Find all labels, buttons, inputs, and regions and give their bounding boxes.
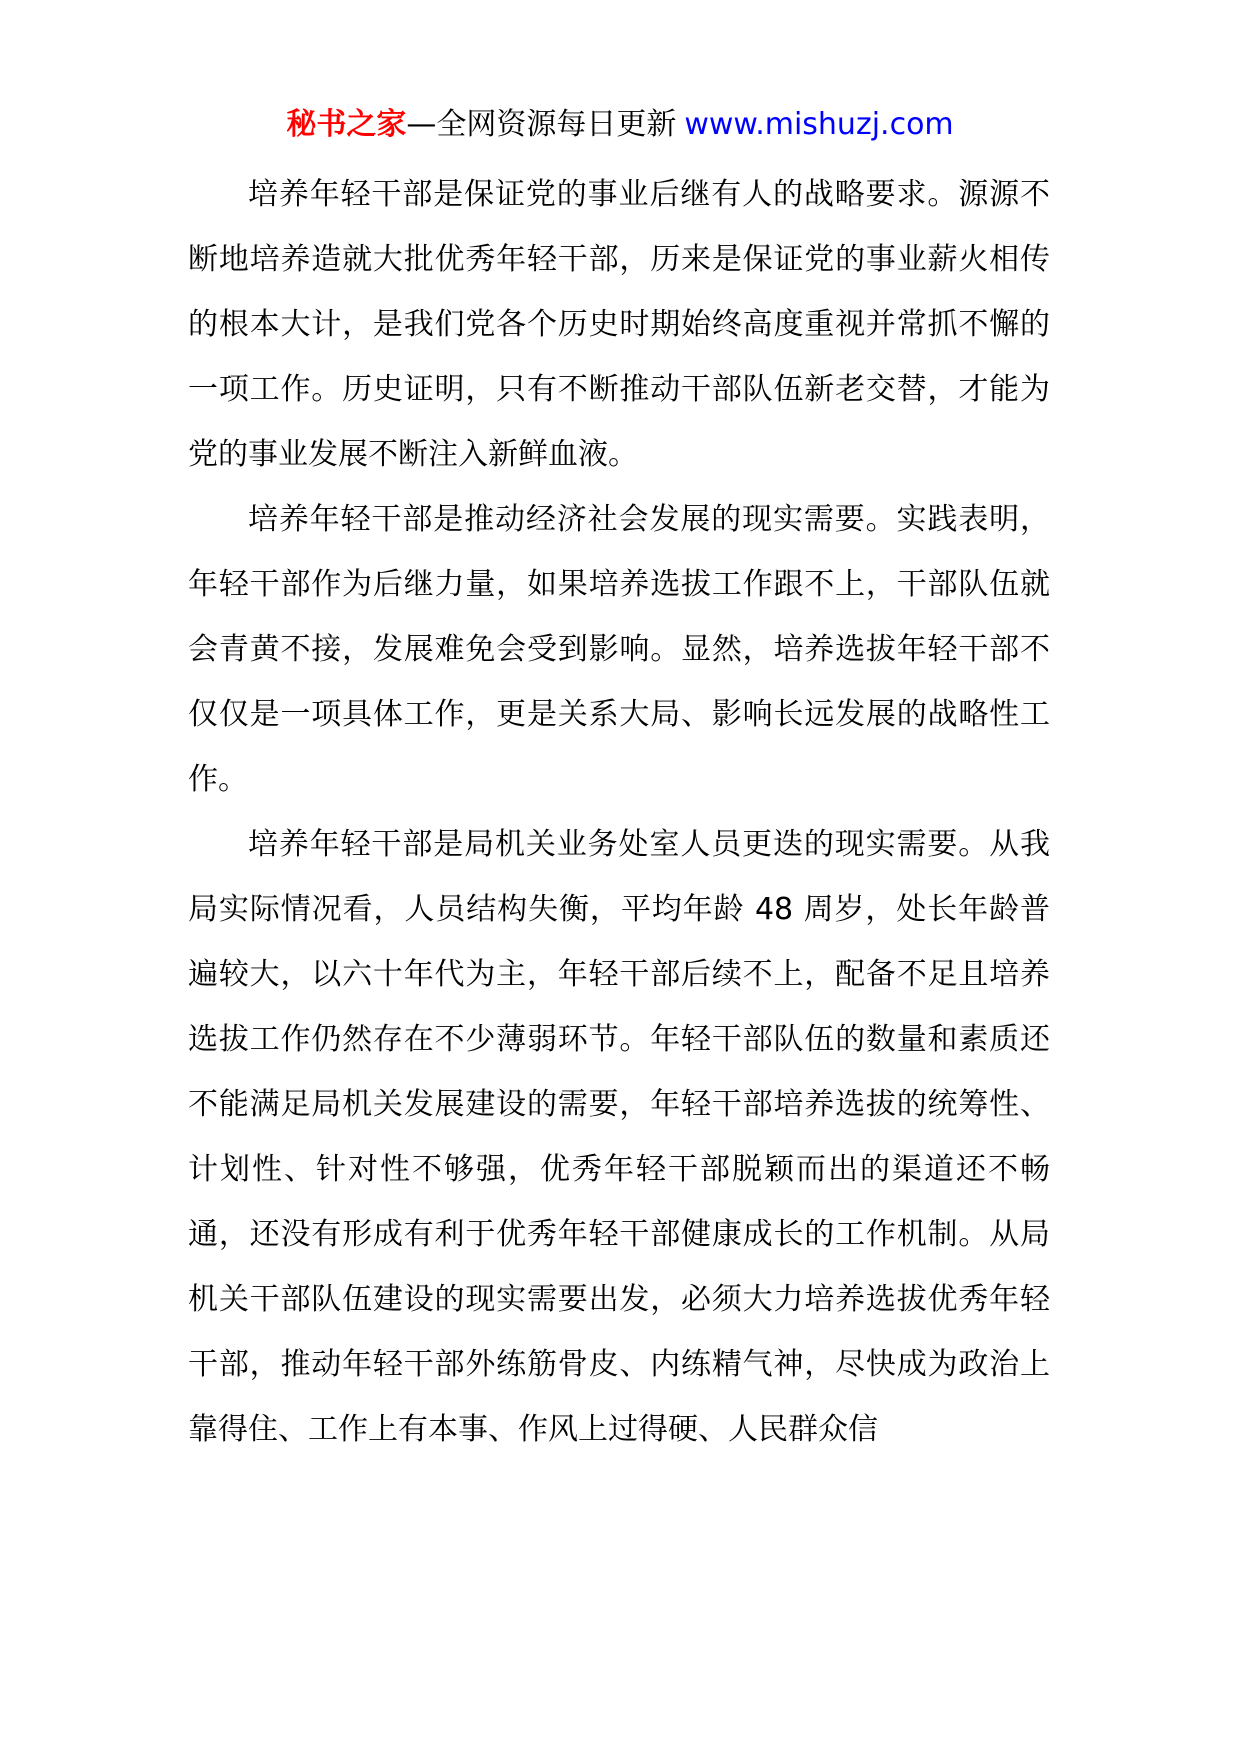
site-header (0, 100, 1240, 150)
site-url-link[interactable]: www.mishuzj.com (684, 107, 954, 142)
document-body (188, 162, 1050, 1462)
paragraph: 培养年轻干部是推动经济社会发展的现实需要。实践表明，年轻干部作为后继力量，如果培养选拔工作跟不上，干部队伍就会青黄不接，发展难免会受到影响。显然，培养选拔年轻干部不仅仅是一项具体工作，更是关系大局、影响长远发展的战略性工作。 (188, 502, 1050, 797)
paragraph: 培养年轻干部是保证党的事业后继有人的战略要求。源源不断地培养造就大批优秀年轻干部，历来是保证党的事业薪火相传的根本大计，是我们党各个历史时期始终高度重视并常抓不懈的一项工作。历史证明，只有不断推动干部队伍新老交替，才能为党的事业发展不断注入新鲜血液。 (188, 177, 1050, 472)
brand-name: 秘书之家 (286, 107, 407, 142)
header-slogan: —全网资源每日更新 (406, 107, 677, 142)
paragraph: 培养年轻干部是局机关业务处室人员更迭的现实需要。从我局实际情况看，人员结构失衡，平均年龄 48 周岁，处长年龄普遍较大，以六十年代为主，年轻干部后续不上，配备不足且培养选拔工作仍然存在不少薄弱环节。年轻干部队伍的数量和素质还不能满足局机关发展建设的需要，年轻干部培养选拔的统筹性、计划性、针对性不够强，优秀年轻干部脱颖而出的渠道还不畅通，还没有形成有利于优秀年轻干部健康成长的工作机制。从局机关干部队伍建设的现实需要出发，必须大力培养选拔优秀年轻干部，推动年轻干部外练筋骨皮、内练精气神，尽快成为政治上靠得住、工作上有本事、作风上过得硬、人民群众信 (188, 827, 1050, 1447)
